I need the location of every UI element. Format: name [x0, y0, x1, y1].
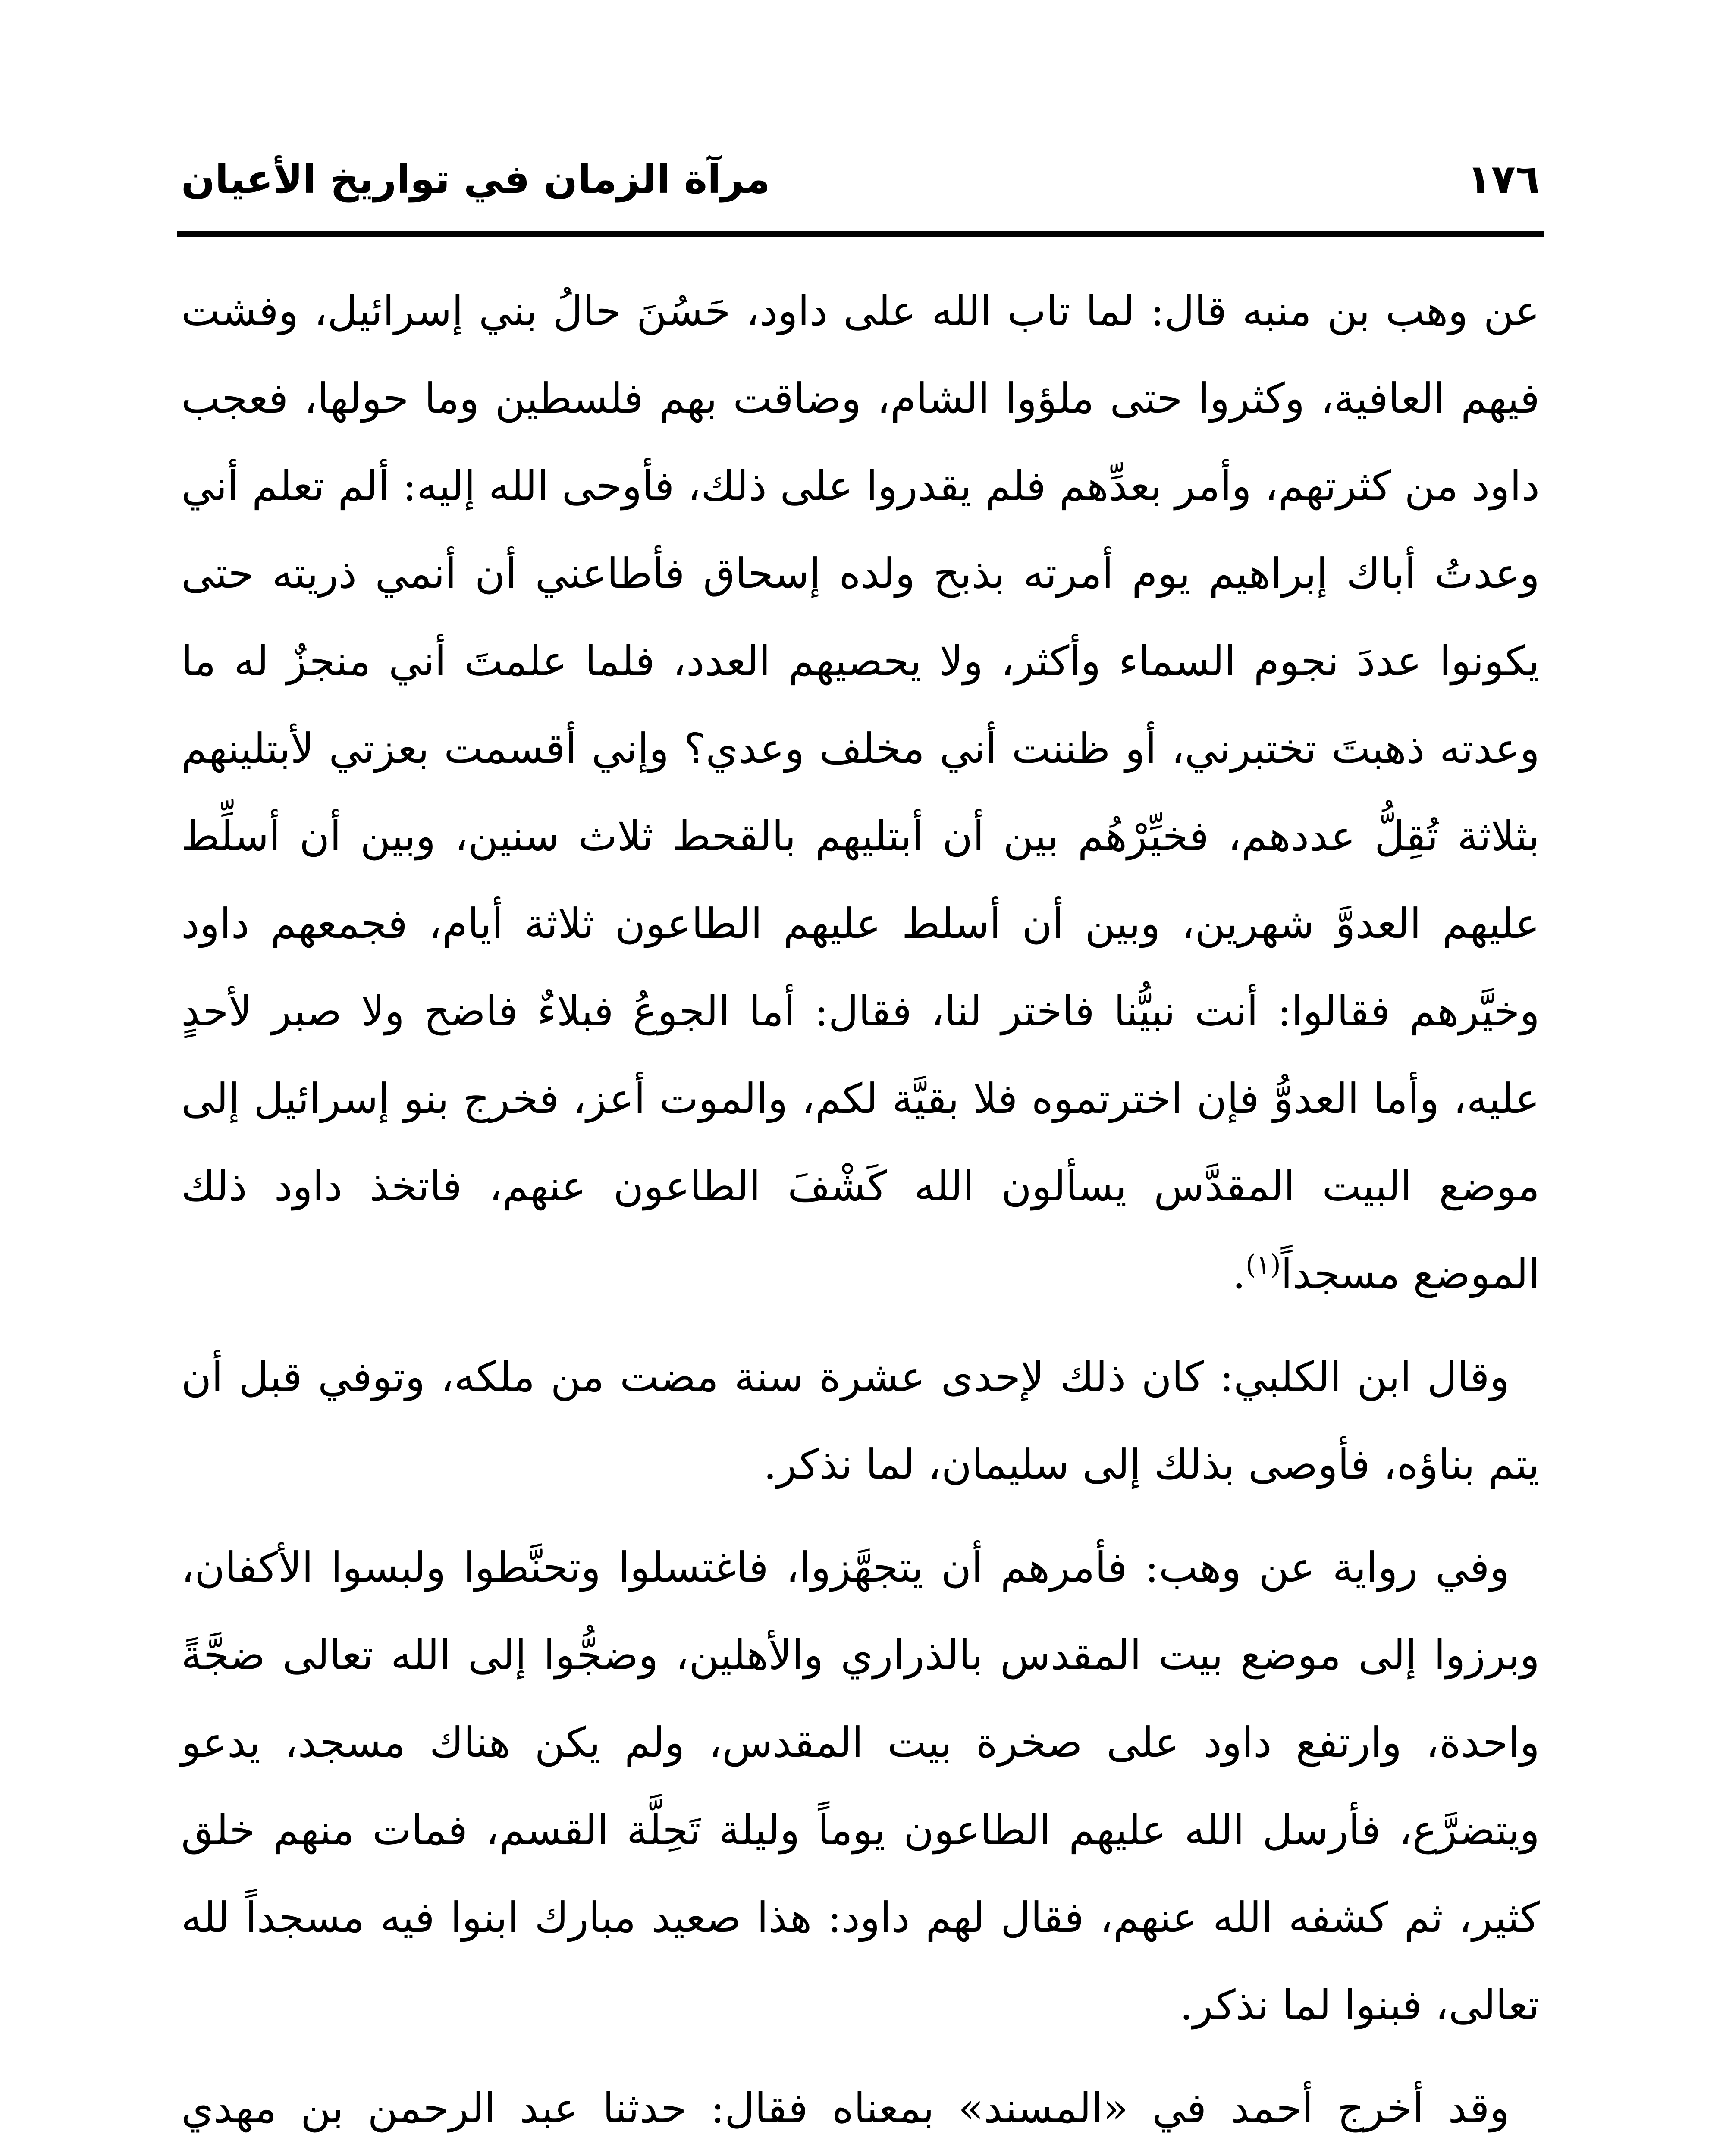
- running-title: مرآة الزمان في تواريخ الأعيان: [181, 156, 770, 202]
- page-header: [181, 155, 1540, 220]
- page-number: ١٧٦: [1467, 156, 1540, 202]
- header-divider: [177, 231, 1544, 237]
- paragraph: وقد أخرج أحمد في «المسند» بمعناه فقال: حدثنا عبد الرحمن بن مهدي: [181, 2084, 1510, 2132]
- paragraph: وقال ابن الكلبي: كان ذلك لإحدى عشرة سنة مضت من ملكه، وتوفي قبل أن يتم بناؤه، فأوصى بذلك إلى سليمان، لما نذكر.: [181, 1353, 1540, 1489]
- footnote-marker: (١): [1246, 1249, 1281, 1280]
- paragraph-text: عن وهب بن منبه قال: لما تاب الله على داود، حَسُنَ حالُ بني إسرائيل، وفشت فيهم العافية، وكثروا حتى ملؤوا الشام، وضاقت بهم فلسطين وما حولها، فعجب داود من كثرتهم، وأمر بعدِّهم فلم يقدروا على ذلك، فأوحى الله إليه: ألم تعلم أني وعدتُ أباك إبراهيم يوم أمرته بذبح ولده إسحاق فأطاعني أن أنمي ذريته حتى يكونوا عددَ نجوم السماء وأكثر، ولا يحصيهم العدد، فلما علمتَ أني منجزٌ له ما وعدته ذهبتَ تختبرني، أو ظننت أني مخلف وعدي؟ وإني أقسمت بعزتي لأبتلينهم بثلاثة تُقِلُّ عددهم، فخيِّرْهُم بين أن أبتليهم بالقحط ثلاث سنين، وبين أن أسلِّط عليهم العدوَّ شهرين، وبين أن أسلط عليهم الطاعون ثلاثة أيام، فجمعهم داود وخيَّرهم فقالوا: أنت نبيُّنا فاختر لنا، فقال: أما الجوعُ فبلاءٌ فاضح ولا صبر لأحدٍ عليه، وأما العدوُّ فإن اخترتموه فلا بقيَّة لكم، والموت أعز، فخرج بنو إسرائيل إلى موضع البيت المقدَّس يسألون الله كَشْفَ الطاعون عنهم، فاتخذ داود ذلك الموضع مسجداً: [181, 287, 1540, 1298]
- paragraph: وفي رواية عن وهب: فأمرهم أن يتجهَّزوا، فاغتسلوا وتحنَّطوا ولبسوا الأكفان، وبرزوا إلى موضع بيت المقدس بالذراري والأهلين، وضجُّوا إلى الله تعالى ضجَّةً واحدة، وارتفع داود على صخرة بيت المقدس، ولم يكن هناك مسجد، يدعو ويتضرَّع، فأرسل الله عليهم الطاعون يوماً وليلة تَحِلَّة القسم، فمات منهم خلق كثير، ثم كشفه الله عنهم، فقال لهم داود: هذا صعيد مبارك ابنوا فيه مسجداً لله تعالى، فبنوا لما نذكر.: [181, 1543, 1540, 2029]
- paragraph: عن وهب بن منبه قال: لما تاب الله على داود، حَسُنَ حالُ بني إسرائيل، وفشت فيهم العافية، وكثروا حتى ملؤوا الشام، وضاقت بهم فلسطين وما حولها، فعجب داود من كثرتهم، وأمر بعدِّهم فلم يقدروا على ذلك، فأوحى الله إليه: ألم تعلم أني وعدتُ أباك إبراهيم يوم أمرته بذبح ولده إسحاق فأطاعني أن أنمي ذريته حتى يكونوا عددَ نجوم السماء وأكثر، ولا يحصيهم العدد، فلما علمتَ أني منجزٌ له ما وعدته ذهبتَ تختبرني، أو ظننت أني مخلف وعدي؟ وإني أقسمت بعزتي لأبتلينهم بثلاثة تُقِلُّ عددهم، فخيِّرْهُم بين أن أبتليهم بالقحط ثلاث سنين، وبين أن أسلِّط عليهم العدوَّ شهرين، وبين أن أسلط عليهم الطاعون ثلاثة أيام، فجمعهم داود وخيَّرهم فقالوا: أنت نبيُّنا فاختر لنا، فقال: أما الجوعُ فبلاءٌ فاضح ولا صبر لأحدٍ عليه، وأما العدوُّ فإن اخترتموه فلا بقيَّة لكم، والموت أعز، فخرج بنو إسرائيل إلى موضع البيت المقدَّس يسألون الله كَشْفَ الطاعون عنهم، فاتخذ داود ذلك الموضع مسجداً$^{(١)}$.: [181, 287, 1540, 1298]
- main-text: [181, 267, 1540, 2156]
